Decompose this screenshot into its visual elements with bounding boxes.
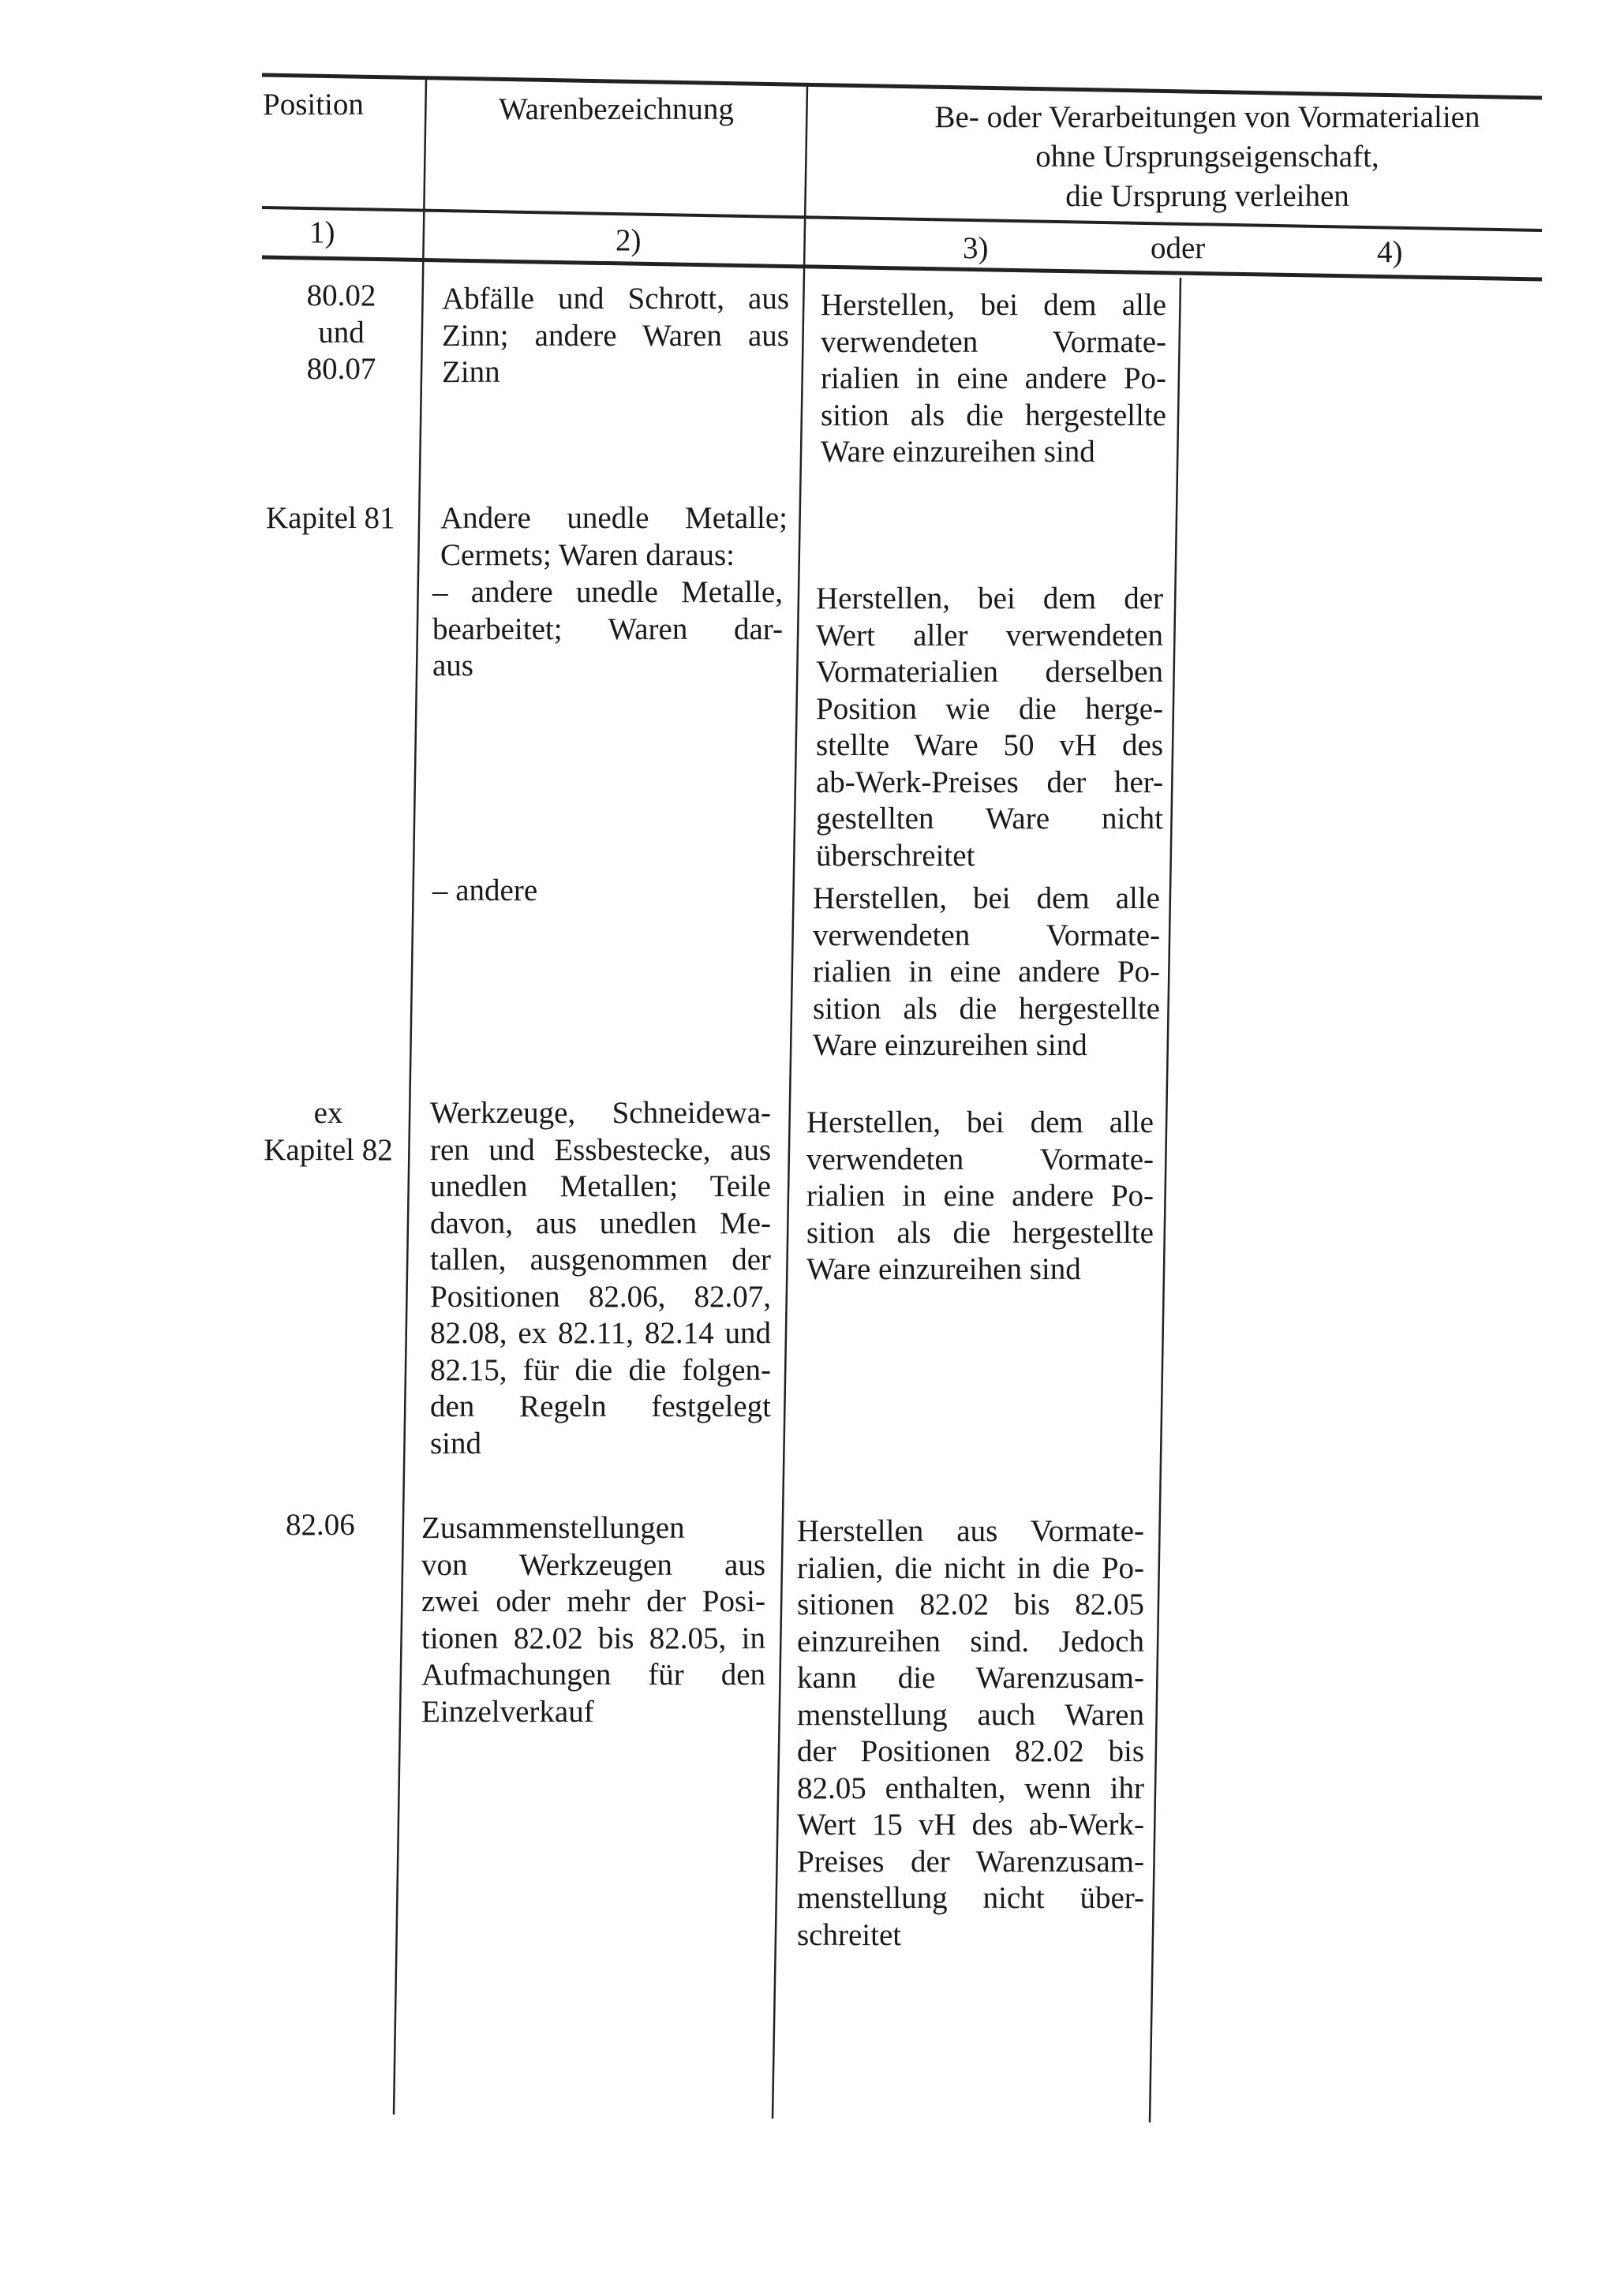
text-line: Wert 15 vH des ab-Werk-: [797, 1808, 1144, 1842]
text-line: davon, aus unedlen Me-: [430, 1206, 771, 1240]
text-line: sitionen 82.02 bis 82.05: [797, 1588, 1144, 1621]
text-line: aus: [432, 649, 473, 683]
text-line: stellte Ware 50 vH des: [816, 728, 1163, 762]
text-line: rialien in eine andere Po-: [813, 955, 1160, 989]
sub-rule: [816, 581, 1163, 874]
text-line: Ware einzureihen sind: [806, 1252, 1081, 1286]
text-line: Kapitel 82: [264, 1132, 393, 1167]
text-line: kann die Warenzusam-: [797, 1661, 1144, 1695]
header-processing-line: die Ursprung verleihen: [1065, 179, 1349, 213]
text-line: rialien, die nicht in die Po-: [797, 1550, 1144, 1585]
row-position: [266, 500, 395, 537]
text-line: ex: [313, 1096, 343, 1130]
text-line: Einzelverkauf: [421, 1694, 594, 1729]
row-position: [292, 278, 391, 388]
row-description: [421, 1510, 765, 1730]
row-description: [442, 281, 789, 391]
row-position: [286, 1507, 355, 1544]
table-top-rule: [262, 75, 1542, 98]
text-line: sition als die hergestellte: [813, 991, 1160, 1026]
text-line: Vormaterialien derselben: [816, 655, 1163, 689]
text-line: 82.08, ex 82.11, 82.14 und: [430, 1316, 771, 1350]
text-line: unedlen Metallen; Teile: [430, 1169, 771, 1203]
text-line: 80.07: [306, 352, 376, 386]
text-line: einzureihen sind. Jedoch: [797, 1624, 1144, 1659]
text-line: menstellung nicht über-: [797, 1881, 1144, 1915]
text-line: von Werkzeugen aus: [421, 1547, 765, 1582]
text-line: 80.02: [306, 279, 376, 312]
text-line: Herstellen aus Vormate-: [797, 1514, 1144, 1548]
text-line: gestellten Ware nicht: [816, 802, 1163, 836]
sub-description: [432, 873, 537, 910]
text-line: Positionen 82.06, 82.07,: [430, 1279, 771, 1314]
text-line: Position wie die herge-: [816, 691, 1163, 726]
column-number-1: 1): [309, 215, 335, 249]
header-processing: [868, 98, 1547, 216]
text-line: Ware einzureihen sind: [821, 435, 1095, 469]
text-line: und: [318, 315, 365, 350]
text-line: sind: [430, 1426, 482, 1460]
text-line: 82.15, für die die folgen-: [430, 1352, 771, 1387]
text-line: menstellung auch Waren: [797, 1697, 1144, 1732]
text-line: 82.06: [286, 1508, 355, 1542]
text-line: sition als die hergestellte: [806, 1215, 1154, 1250]
text-line: tallen, ausgenommen der: [430, 1243, 771, 1277]
text-line: Ware einzureihen sind: [813, 1028, 1087, 1062]
text-line: tionen 82.02 bis 82.05, in: [421, 1621, 765, 1655]
column-divider-3: [1150, 278, 1181, 2122]
text-line: Cermets; Waren daraus:: [440, 537, 735, 572]
text-line: verwendeten Vormate-: [821, 324, 1166, 359]
text-line: schreitet: [797, 1917, 902, 1952]
text-line: ab-Werk-Preises der her-: [816, 765, 1163, 799]
text-line: Abfälle und Schrott, aus: [442, 282, 789, 316]
column-oder: oder: [1151, 231, 1206, 265]
text-line: den Regeln festgelegt: [430, 1389, 771, 1423]
text-line: überschreitet: [816, 838, 975, 873]
text-line: – andere: [432, 873, 538, 907]
row-rule: [797, 1513, 1144, 1954]
column-number-3: 3): [963, 231, 989, 265]
header-processing-line: Be- oder Verarbeitungen von Vormaterialien: [934, 100, 1480, 134]
row-rule: [821, 287, 1166, 471]
row-position: [257, 1095, 399, 1169]
column-number-rule: [262, 257, 1542, 279]
text-line: zwei oder mehr der Posi-: [421, 1584, 765, 1618]
text-line: ren und Essbestecke, aus: [430, 1132, 771, 1167]
row-description: [430, 1095, 771, 1462]
row-rule: [806, 1105, 1154, 1288]
text-line: Andere unedle Metalle;: [440, 501, 788, 535]
column-number-2: 2): [616, 223, 642, 257]
text-line: Werkzeuge, Schneidewa-: [430, 1096, 771, 1130]
text-line: Zinn: [442, 355, 500, 389]
text-line: Zusammenstellungen: [421, 1511, 685, 1545]
sub-rule: [813, 881, 1160, 1064]
text-line: Herstellen, bei dem alle: [813, 881, 1160, 915]
sub-description: [432, 574, 783, 685]
text-line: bearbeitet; Waren dar-: [432, 611, 783, 646]
text-line: 82.05 enthalten, wenn ihr: [797, 1771, 1144, 1805]
header-processing-line: ohne Ursprungseigenschaft,: [1035, 140, 1379, 174]
header-position: Position: [263, 88, 364, 122]
text-line: rialien in eine andere Po-: [821, 361, 1166, 395]
text-line: sition als die hergestellte: [821, 398, 1166, 432]
text-line: der Positionen 82.02 bis: [797, 1734, 1144, 1768]
text-line: – andere unedle Metalle,: [432, 575, 783, 609]
text-line: Preises der Warenzusam-: [797, 1844, 1144, 1879]
text-line: Zinn; andere Waren aus: [442, 318, 789, 353]
column-number-4: 4): [1377, 235, 1403, 269]
text-line: Aufmachungen für den: [421, 1658, 765, 1692]
text-line: Wert aller verwendeten: [816, 618, 1163, 653]
text-line: Herstellen, bei dem der: [816, 582, 1163, 615]
text-line: rialien in eine andere Po-: [806, 1179, 1154, 1213]
text-line: verwendeten Vormate-: [813, 918, 1160, 952]
row-description: [440, 500, 788, 574]
text-line: verwendeten Vormate-: [806, 1142, 1154, 1176]
text-line: Kapitel 81: [266, 501, 395, 535]
header-description: Warenbezeichnung: [499, 92, 734, 126]
text-line: Herstellen, bei dem alle: [821, 288, 1166, 322]
text-line: Herstellen, bei dem alle: [806, 1105, 1154, 1139]
